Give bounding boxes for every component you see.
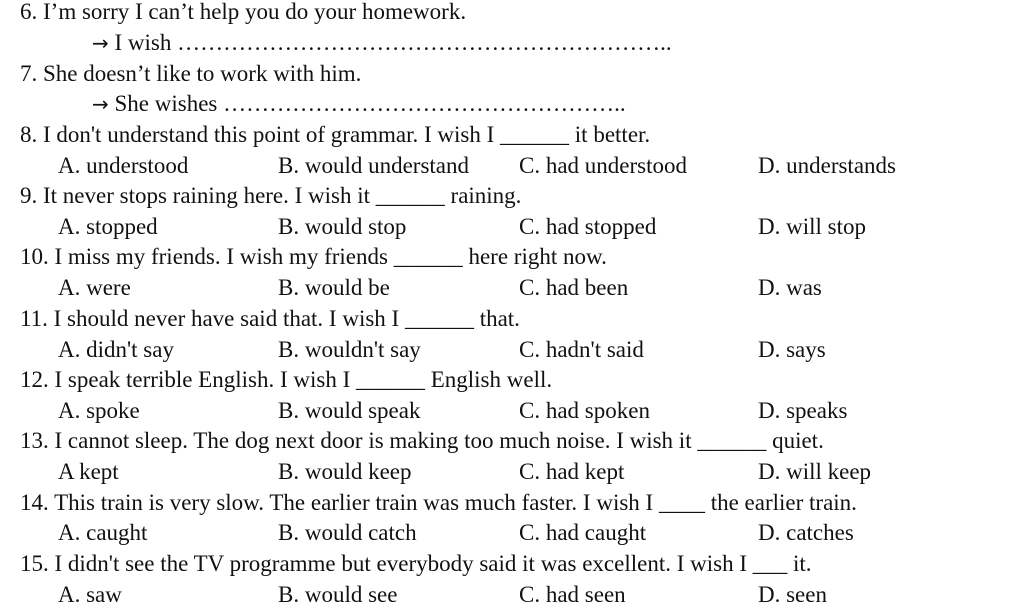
option-b: B. would be: [278, 275, 390, 300]
option-a: A kept: [58, 459, 119, 484]
rewrite-prompt: She wishes ……………………………………………..: [108, 91, 626, 116]
question-13: 13. I cannot sleep. The dog next door is making too much noise. I wish it ______ quiet.: [20, 428, 824, 453]
option-c: C. had been: [519, 275, 629, 300]
question-12: 12. I speak terrible English. I wish I ______ English well.: [20, 367, 553, 392]
question-10: 10. I miss my friends. I wish my friends ______ here right now.: [20, 244, 607, 269]
option-c: C. had stopped: [519, 214, 657, 239]
option-d: D. will keep: [758, 459, 872, 484]
question-14-options: [0, 518, 1024, 548]
option-c: C. had spoken: [519, 398, 650, 423]
option-a: A. were: [58, 275, 131, 300]
option-d: D. speaks: [758, 398, 848, 423]
option-d: D. seen: [758, 582, 827, 607]
question-11-options: [0, 335, 1024, 365]
option-d: D. was: [758, 275, 822, 300]
option-d: D. says: [758, 337, 826, 362]
option-c: C. had caught: [519, 520, 647, 545]
question-12-options: [0, 396, 1024, 426]
question-15-options: [0, 580, 1024, 610]
right-arrow-icon: →: [92, 31, 109, 55]
option-b: B. would catch: [278, 520, 417, 545]
option-a: A. stopped: [58, 214, 158, 239]
option-b: B. would speak: [278, 398, 421, 423]
option-b: B. wouldn't say: [278, 337, 421, 362]
question-9: 9. It never stops raining here. I wish it ______ raining.: [20, 183, 522, 208]
option-b: B. would keep: [278, 459, 412, 484]
option-a: A. understood: [58, 153, 189, 178]
rewrite-prompt: I wish ………………………………………………………..: [108, 30, 672, 55]
option-a: A. spoke: [58, 398, 140, 423]
option-b: B. would see: [278, 582, 398, 607]
option-c: C. had kept: [519, 459, 625, 484]
option-b: B. would understand: [278, 153, 470, 178]
option-b: B. would stop: [278, 214, 407, 239]
question-10-options: [0, 273, 1024, 303]
right-arrow-icon: →: [92, 92, 109, 116]
question-6-rewrite: [92, 28, 672, 58]
question-11: 11. I should never have said that. I wish I ______ that.: [20, 306, 520, 331]
question-13-options: [0, 457, 1024, 487]
question-14: 14. This train is very slow. The earlier train was much faster. I wish I ____ the earlier train.: [20, 490, 857, 515]
question-15: 15. I didn't see the TV programme but everybody said it was excellent. I wish I ___ it.: [20, 551, 812, 576]
option-a: A. caught: [58, 520, 148, 545]
option-c: C. had seen: [519, 582, 626, 607]
question-7-rewrite: [92, 89, 626, 119]
question-9-options: [0, 212, 1024, 242]
option-c: C. hadn't said: [519, 337, 644, 362]
question-7: 7. She doesn’t like to work with him.: [20, 61, 362, 86]
option-d: D. will stop: [758, 214, 866, 239]
option-c: C. had understood: [519, 153, 688, 178]
option-a: A. didn't say: [58, 337, 174, 362]
question-8-options: [0, 151, 1024, 181]
question-6: 6. I’m sorry I can’t help you do your homework.: [20, 0, 467, 24]
option-d: D. catches: [758, 520, 854, 545]
question-8: 8. I don't understand this point of grammar. I wish I ______ it better.: [20, 122, 651, 147]
option-a: A. saw: [58, 582, 122, 607]
option-d: D. understands: [758, 153, 896, 178]
